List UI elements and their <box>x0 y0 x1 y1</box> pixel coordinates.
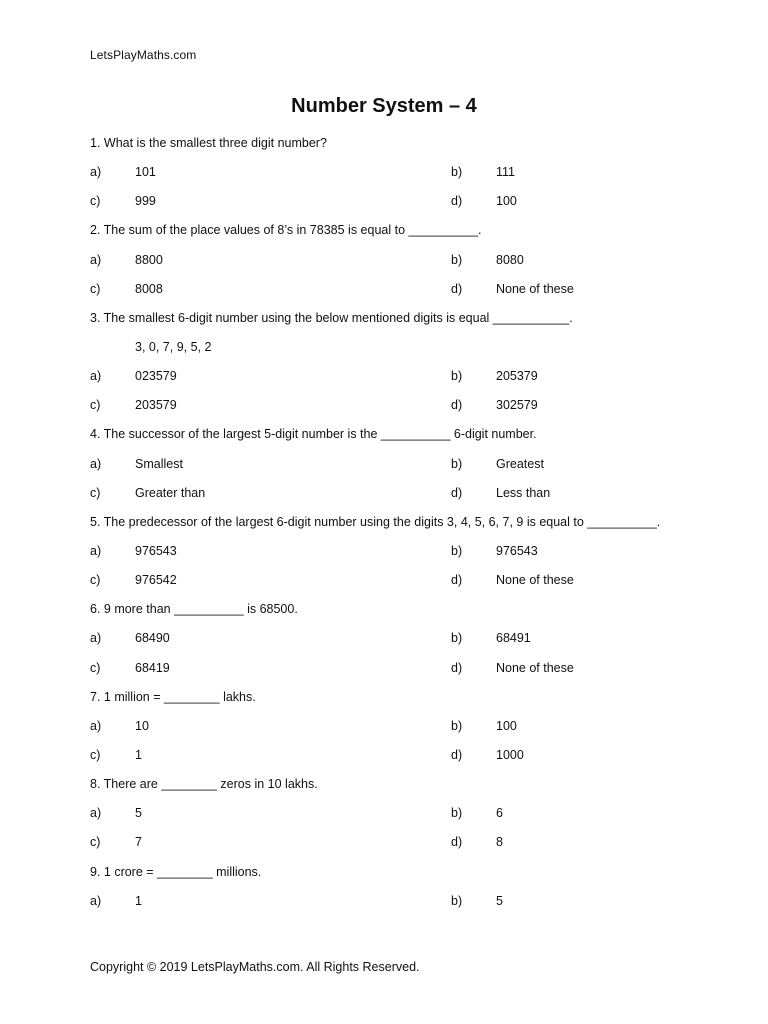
option-a <box>90 162 156 182</box>
option-row <box>90 628 730 657</box>
option-value: Greatest <box>496 456 544 471</box>
question-7 <box>90 687 730 716</box>
option-a <box>90 541 177 561</box>
option-value: 302579 <box>496 398 538 413</box>
option-value: 68490 <box>135 631 170 646</box>
option-value: 8 <box>496 835 503 850</box>
option-value: 8008 <box>135 281 163 296</box>
option-c <box>90 658 170 678</box>
option-b <box>451 628 531 648</box>
option-row <box>90 658 730 687</box>
option-b <box>451 366 538 386</box>
option-label: a) <box>90 631 102 646</box>
option-d <box>451 658 574 678</box>
option-label: d) <box>451 835 463 850</box>
question-text: 9. 1 crore = ________ millions. <box>90 864 262 879</box>
option-value: None of these <box>496 573 574 588</box>
option-label: a) <box>90 165 102 180</box>
option-label: a) <box>90 718 102 733</box>
page-title: Number System – 4 <box>291 95 477 117</box>
option-label: d) <box>451 660 463 675</box>
option-label: c) <box>90 835 101 850</box>
option-label: c) <box>90 281 101 296</box>
option-label: d) <box>451 485 463 500</box>
option-row <box>90 366 730 395</box>
option-label: a) <box>90 369 102 384</box>
option-b <box>451 250 524 270</box>
option-value: 7 <box>135 835 142 850</box>
option-row <box>90 716 730 745</box>
question-text: 2. The sum of the place values of 8’s in 78385 is equal to __________. <box>90 223 482 238</box>
given-digits: 3, 0, 7, 9, 5, 2 <box>135 339 212 354</box>
option-c <box>90 395 177 415</box>
option-label: c) <box>90 660 101 675</box>
option-value: 8080 <box>496 252 524 267</box>
option-c <box>90 279 163 299</box>
option-b <box>451 541 538 561</box>
option-label: c) <box>90 194 101 209</box>
option-value: 976543 <box>496 543 538 558</box>
option-value: 10 <box>135 718 149 733</box>
option-c <box>90 832 142 852</box>
option-label: b) <box>451 369 463 384</box>
option-label: a) <box>90 456 102 471</box>
option-value: 976543 <box>135 543 177 558</box>
option-c <box>90 483 205 503</box>
option-value: 111 <box>496 165 516 180</box>
question-text: 3. The smallest 6-digit number using the below mentioned digits is equal ___________. <box>90 310 573 325</box>
option-label: b) <box>451 456 463 471</box>
option-row <box>90 279 730 308</box>
option-d <box>451 483 550 503</box>
question-text: 1. What is the smallest three digit number? <box>90 136 327 150</box>
option-value: Greater than <box>135 485 206 500</box>
option-value: 5 <box>496 893 503 908</box>
option-value: Less than <box>496 485 551 500</box>
option-row <box>90 570 730 599</box>
question-9 <box>90 862 730 891</box>
option-value: 1 <box>135 893 142 908</box>
option-d <box>451 191 517 211</box>
option-label: d) <box>451 573 463 588</box>
option-b <box>451 162 515 182</box>
option-d <box>451 570 574 590</box>
option-value: 023579 <box>135 369 177 384</box>
option-value: 1 <box>135 747 142 762</box>
question-list <box>90 133 730 920</box>
option-label: b) <box>451 543 463 558</box>
option-b <box>451 716 517 736</box>
option-c <box>90 570 177 590</box>
option-row <box>90 191 730 220</box>
option-d <box>451 279 574 299</box>
option-a <box>90 250 163 270</box>
option-label: d) <box>451 194 463 209</box>
option-b <box>451 891 503 911</box>
option-row <box>90 541 730 570</box>
option-value: 8800 <box>135 252 163 267</box>
copyright-footer: Copyright © 2019 LetsPlayMaths.com. All Rights Reserved. <box>90 960 420 974</box>
question-text: 6. 9 more than __________ is 68500. <box>90 602 298 617</box>
option-value: 203579 <box>135 398 177 413</box>
option-label: b) <box>451 806 463 821</box>
option-label: b) <box>451 893 463 908</box>
option-value: 999 <box>135 194 156 209</box>
option-label: c) <box>90 398 101 413</box>
option-value: Smallest <box>135 456 183 471</box>
option-value: 205379 <box>496 369 538 384</box>
question-text: 8. There are ________ zeros in 10 lakhs. <box>90 777 318 792</box>
option-label: d) <box>451 281 463 296</box>
question-6 <box>90 599 730 628</box>
option-row <box>90 250 730 279</box>
option-row <box>90 454 730 483</box>
option-value: None of these <box>496 660 574 675</box>
question-5 <box>90 512 730 541</box>
option-value: 100 <box>496 718 517 733</box>
option-a <box>90 803 142 823</box>
option-label: d) <box>451 398 463 413</box>
option-row <box>90 162 730 191</box>
option-value: 68419 <box>135 660 170 675</box>
option-label: a) <box>90 252 102 267</box>
option-value: 1000 <box>496 747 524 762</box>
option-value: 5 <box>135 806 142 821</box>
option-value: 68491 <box>496 631 531 646</box>
question-4 <box>90 424 730 453</box>
option-row <box>90 832 730 861</box>
option-a <box>90 891 142 911</box>
option-c <box>90 745 142 765</box>
option-d <box>451 832 503 852</box>
option-a <box>90 366 177 386</box>
option-b <box>451 803 503 823</box>
option-b <box>451 454 544 474</box>
digits-row <box>90 337 730 366</box>
option-row <box>90 395 730 424</box>
question-text: 7. 1 million = ________ lakhs. <box>90 689 256 704</box>
option-label: a) <box>90 893 102 908</box>
option-label: b) <box>451 631 463 646</box>
question-text: 4. The successor of the largest 5-digit number is the __________ 6-digit number. <box>90 427 537 442</box>
option-a <box>90 716 149 736</box>
option-label: d) <box>451 747 463 762</box>
option-label: a) <box>90 543 102 558</box>
option-c <box>90 191 156 211</box>
option-d <box>451 395 538 415</box>
option-label: c) <box>90 573 101 588</box>
option-row <box>90 803 730 832</box>
question-1 <box>90 133 730 162</box>
option-row <box>90 745 730 774</box>
question-text: 5. The predecessor of the largest 6-digit number using the digits 3, 4, 5, 6, 7, 9 is equal to __________. <box>90 514 661 529</box>
question-2 <box>90 220 730 249</box>
option-a <box>90 628 170 648</box>
option-label: c) <box>90 747 101 762</box>
option-value: 101 <box>135 165 156 180</box>
option-d <box>451 745 524 765</box>
option-row <box>90 483 730 512</box>
option-label: a) <box>90 806 102 821</box>
option-row <box>90 891 730 920</box>
option-label: c) <box>90 485 101 500</box>
option-value: 100 <box>496 194 517 209</box>
option-label: b) <box>451 718 463 733</box>
question-3 <box>90 308 730 337</box>
option-label: b) <box>451 165 463 180</box>
option-value: None of these <box>496 281 574 296</box>
option-value: 6 <box>496 806 503 821</box>
option-value: 976542 <box>135 573 177 588</box>
question-8 <box>90 774 730 803</box>
option-a <box>90 454 183 474</box>
option-label: b) <box>451 252 463 267</box>
site-name: LetsPlayMaths.com <box>90 48 197 62</box>
